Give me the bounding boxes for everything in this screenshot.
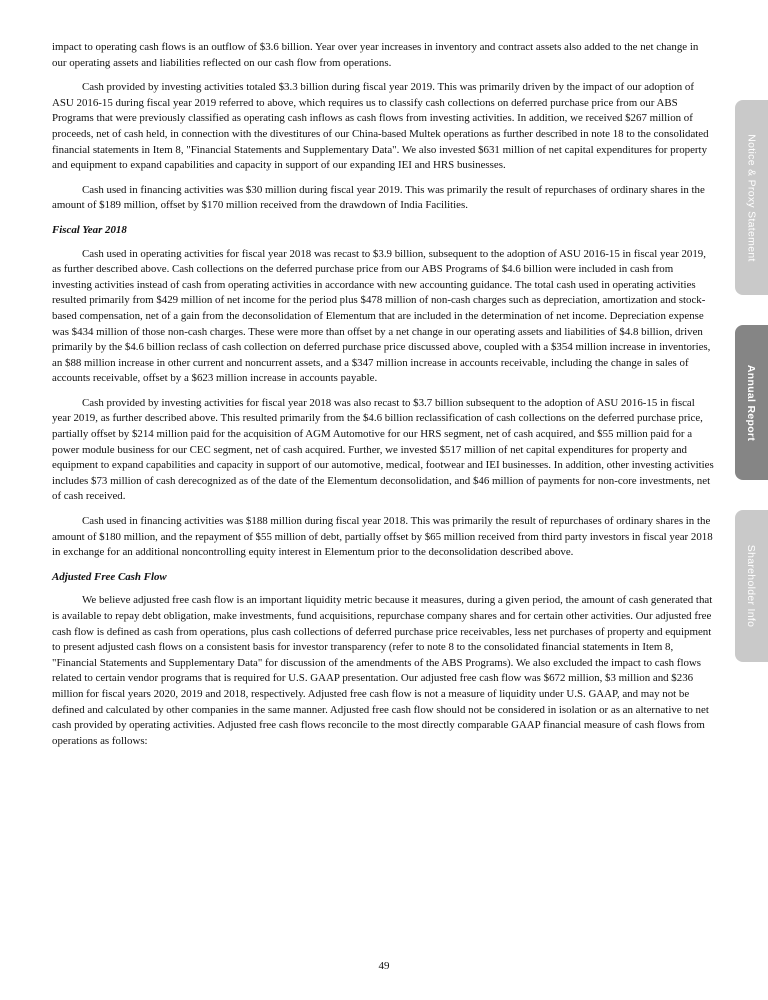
paragraph-investing-2018: Cash provided by investing activities for fiscal year 2018 was also recast to $3.7 billion subsequent to the adoption of ASU 2016-15 in fiscal year 2019, as further described above. This resulted primarily from the $4.6 billion reclassification of cash collections on the deferred purchase price, partially offset by $214 million paid for the acquisition of AGM Automotive for our HRS segment, net of cash acquired, and $55 million paid for a power module business for our CEC segment, net of cash acquired. Further, we invested $517 million of net capital expenditures for property and equipment to expand capabilities and capacity in support of our automotive, medical, footwear and IEI businesses. In addition, other investing activities includes $73 million of cash derecognized as of the date of the Elementum deconsolidation, and $46 million of payments for non-core investments, net of cash received. (52, 396, 714, 503)
paragraph-operating-2018: Cash used in operating activities for fiscal year 2018 was recast to $3.9 billion, subsequent to the adoption of ASU 2016-15 in fiscal year 2019, as further described above. Cash collections on the deferred purchase price from our ABS Programs of $4.6 billion were included in cash from investing activities instead of cash from operating activities in accordance with new accounting guidance. The total cash used in operating activities resulted primarily from $429 million of net income for the period plus $478 million of non-cash charges such as depreciation, amortization and stock-based compensation, net of a gain from the deconsolidation of Elementum that are included in the determination of net income. Depreciation expense was $434 million of those non-cash charges. These were more than offset by a net change in our operating assets and liabilities of $4.8 billion, driven primarily by the $4.6 billion reclass of cash collection on deferred purchase price discussed above, coupled with a $354 million increase in inventories, an $88 million increase in other current and noncurrent assets, and a $347 million increase in accounts receivable, including the change in sales of accounts receivable, offset by a $623 million increase in accounts payable. (52, 247, 711, 385)
paragraph-adjusted-free-cash-flow: We believe adjusted free cash flow is an important liquidity metric because it measures, during a given period, the amount of cash generated that is available to repay debt obligation, make investments, fund acquisitions, repurchase company shares and for certain other activities. Our adjusted free cash flow is defined as cash from operations, plus cash collections of deferred purchase price receivables, less net purchases of property and equipment to present adjusted cash flows on a consistent basis for investor transparency (refer to note 8 to the consolidated financial statements in Item 8, "Financial Statements and Supplementary Data" for discussion of the amendments of the ABS Programs). We also excluded the impact to cash flows related to certain vendor programs that is required for U.S. GAAP presentation. Our adjusted free cash flow was $672 million, $3 million and $236 million for fiscal years 2020, 2019 and 2018, respectively. Adjusted free cash flow is not a measure of liquidity under U.S. GAAP, and may not be defined and calculated by other companies in the same manner. Adjusted free cash flow should not be considered in isolation or as an alternative to net cash provided by operating activities. Adjusted free cash flows reconcile to the most directly comparable GAAP financial measure of cash flows from operations as follows: (52, 594, 713, 747)
document-body (52, 40, 714, 758)
side-tab-proxy-label: Notice & Proxy Statement (745, 133, 758, 262)
paragraph-investing-2019: Cash provided by investing activities totaled $3.3 billion during fiscal year 2019. This was primarily driven by the impact of our adoption of ASU 2016-15 during fiscal year 2019 referred to above, which requires us to classify cash collections on deferred purchase price from our ABS Programs that were previously classified as operating cash inflows as cash flows from investing activities. In addition, we received $267 million of proceeds, net of cash held, in connection with the divestitures of our China-based Multek operations as further described in note 18 to the consolidated financial statements in Item 8, "Financial Statements and Supplementary Data". We also invested $631 million of net capital expenditures for property and equipment to expand capabilities and capacity in support of our expanding IEI and HRS businesses. (52, 81, 709, 172)
side-tab-annual-report[interactable] (735, 325, 768, 480)
heading-fiscal-year-2018: Fiscal Year 2018 (52, 223, 127, 236)
side-tab-annual-label: Annual Report (745, 364, 758, 441)
side-tab-proxy-statement[interactable] (735, 100, 768, 295)
heading-adjusted-free-cash-flow: Adjusted Free Cash Flow (52, 570, 167, 583)
paragraph-financing-2018: Cash used in financing activities was $188 million during fiscal year 2018. This was primarily the result of repurchases of ordinary shares in the amount of $180 million, and the repayment of $55 million of debt, partially offset by $65 million received from third party investors in fiscal year 2018 in exchange for an additional noncontrolling equity interest in Elementum prior to the deconsolidation described above. (52, 515, 713, 559)
side-tab-shareholder-label: Shareholder Info (745, 544, 758, 628)
side-tab-shareholder-info[interactable] (735, 510, 768, 662)
paragraph-financing-2019: Cash used in financing activities was $30 million during fiscal year 2019. This was primarily the result of repurchases of ordinary shares in the amount of $189 million, offset by $170 million received from the drawdown of India Facilities. (52, 183, 705, 212)
page-number: 49 (378, 960, 390, 972)
paragraph-operating-cash-continued: impact to operating cash flows is an outflow of $3.6 billion. Year over year increases in inventory and contract assets also added to the net change in our operating assets and liabilities reflected on our cash flow from operations. (52, 41, 699, 69)
